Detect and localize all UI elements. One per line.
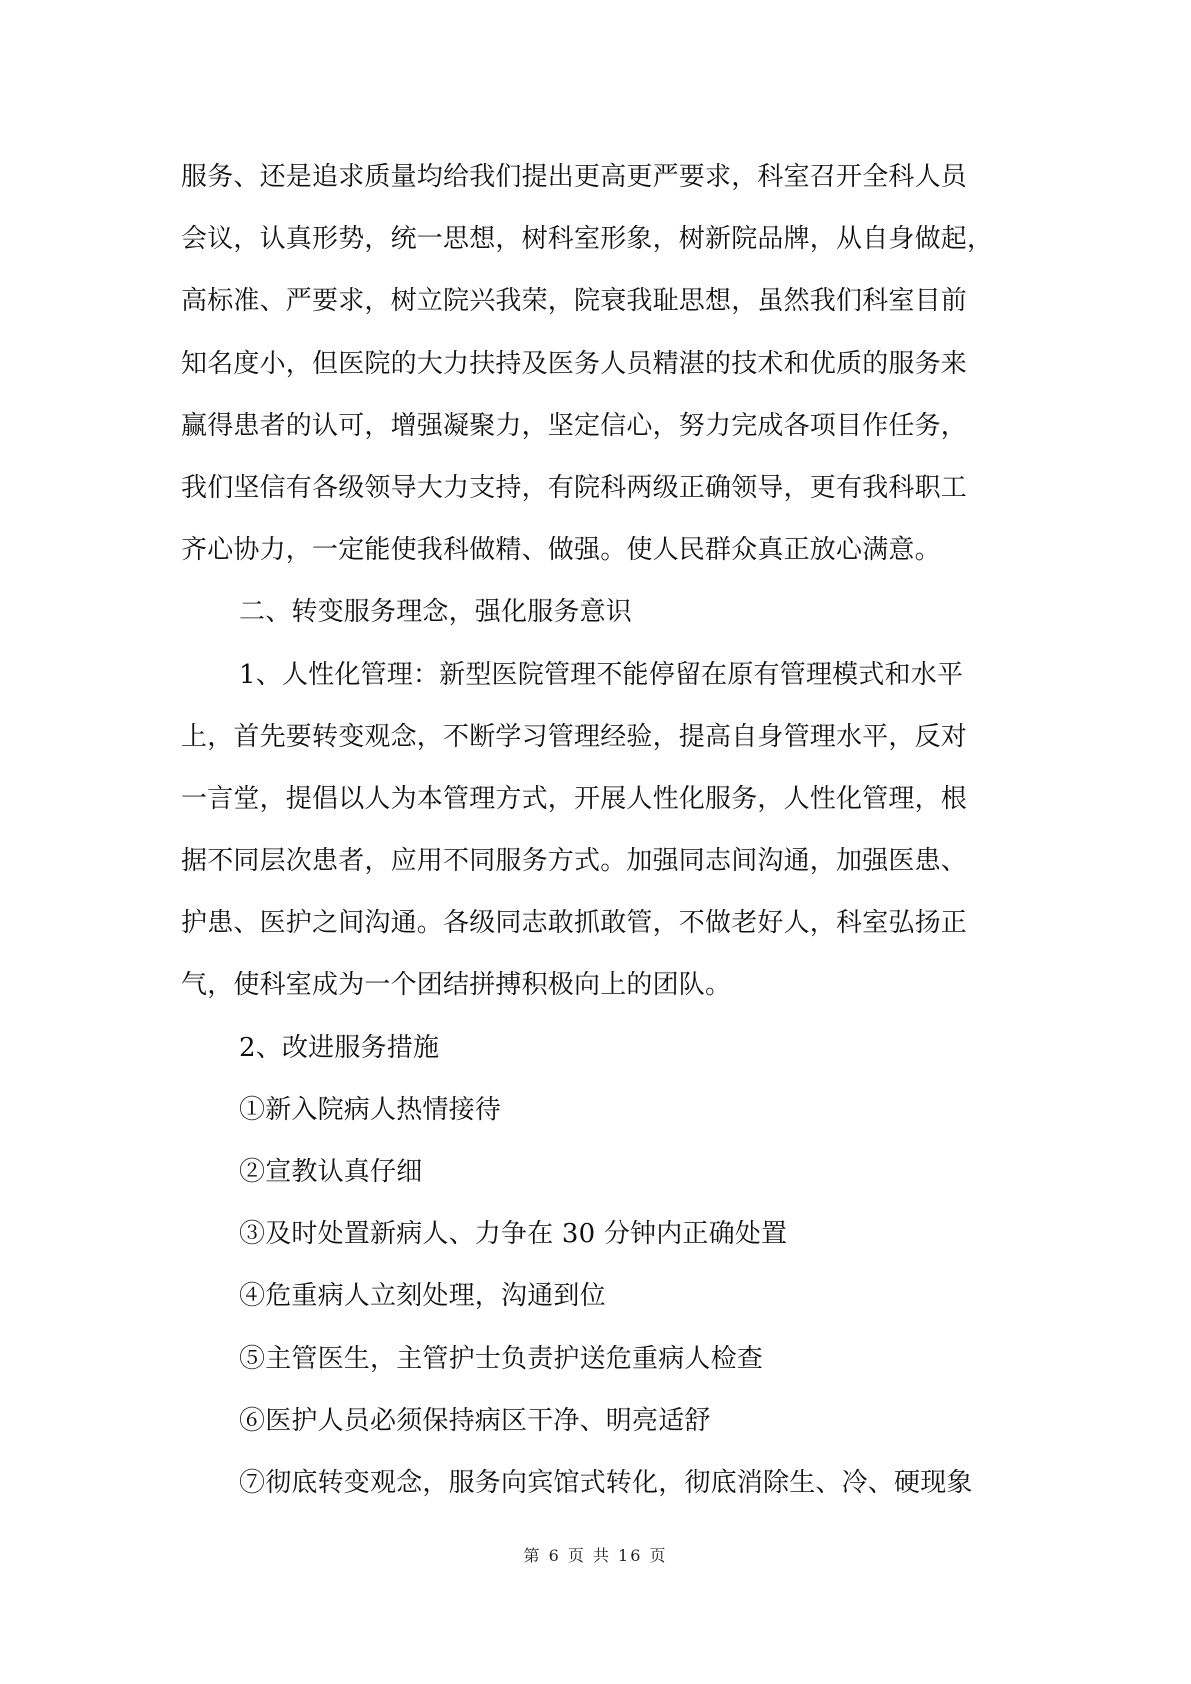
text-line: 服务、还是追求质量均给我们提出更高更严要求，科室召开全科人员 (181, 162, 968, 192)
subsection-heading: 2、改进服务措施 (239, 1032, 440, 1063)
body-text (181, 146, 1019, 1514)
list-item: ④危重病人立刻处理，沟通到位 (239, 1281, 606, 1312)
section-heading: 二、转变服务理念，强化服务意识 (239, 597, 633, 628)
text-line: 上，首先要转变观念，不断学习管理经验，提高自身管理水平，反对 (181, 721, 968, 752)
page-number-footer: 第 6 页 共 16 页 (523, 1546, 668, 1565)
text-line: 护患、医护之间沟通。各级同志敢抓敢管，不做老好人，科室弘扬正 (181, 908, 968, 939)
list-item: ②宣教认真仔细 (239, 1157, 423, 1187)
text-line: 知名度小，但医院的大力扶持及医务人员精湛的技术和优质的服务来 (181, 348, 968, 379)
text-line: 1、人性化管理：新型医院管理不能停留在原有管理模式和水平 (239, 659, 964, 690)
list-item: ⑥医护人员必须保持病区干净、明亮适舒 (239, 1405, 711, 1436)
list-item: ③及时处置新病人、力争在 30 分钟内正确处置 (239, 1219, 788, 1250)
text-line: 据不同层次患者，应用不同服务方式。加强同志间沟通，加强医患、 (181, 846, 968, 877)
list-item: ⑦彻底转变观念，服务向宾馆式转化，彻底消除生、冷、硬现象 (239, 1467, 973, 1498)
text-line: 齐心协力，一定能使我科做精、做强。使人民群众真正放心满意。 (181, 535, 941, 566)
list-item: ⑤主管医生，主管护士负责护送危重病人检查 (239, 1343, 764, 1374)
text-line: 赢得患者的认可，增强凝聚力，坚定信心，努力完成各项目作任务， (181, 410, 968, 441)
text-line: 一言堂，提倡以人为本管理方式，开展人性化服务，人性化管理，根 (181, 783, 968, 814)
text-line: 气，使科室成为一个团结拼搏积极向上的团队。 (181, 970, 732, 1001)
text-line: 高标准、严要求，树立院兴我荣，院衰我耻思想，虽然我们科室目前 (181, 286, 968, 317)
text-line: 我们坚信有各级领导大力支持，有院科两级正确领导，更有我科职工 (181, 472, 968, 503)
list-item: ①新入院病人热情接待 (239, 1094, 502, 1125)
text-line: 会议，认真形势，统一思想，树科室形象，树新院品牌，从自身做起， (181, 224, 994, 255)
